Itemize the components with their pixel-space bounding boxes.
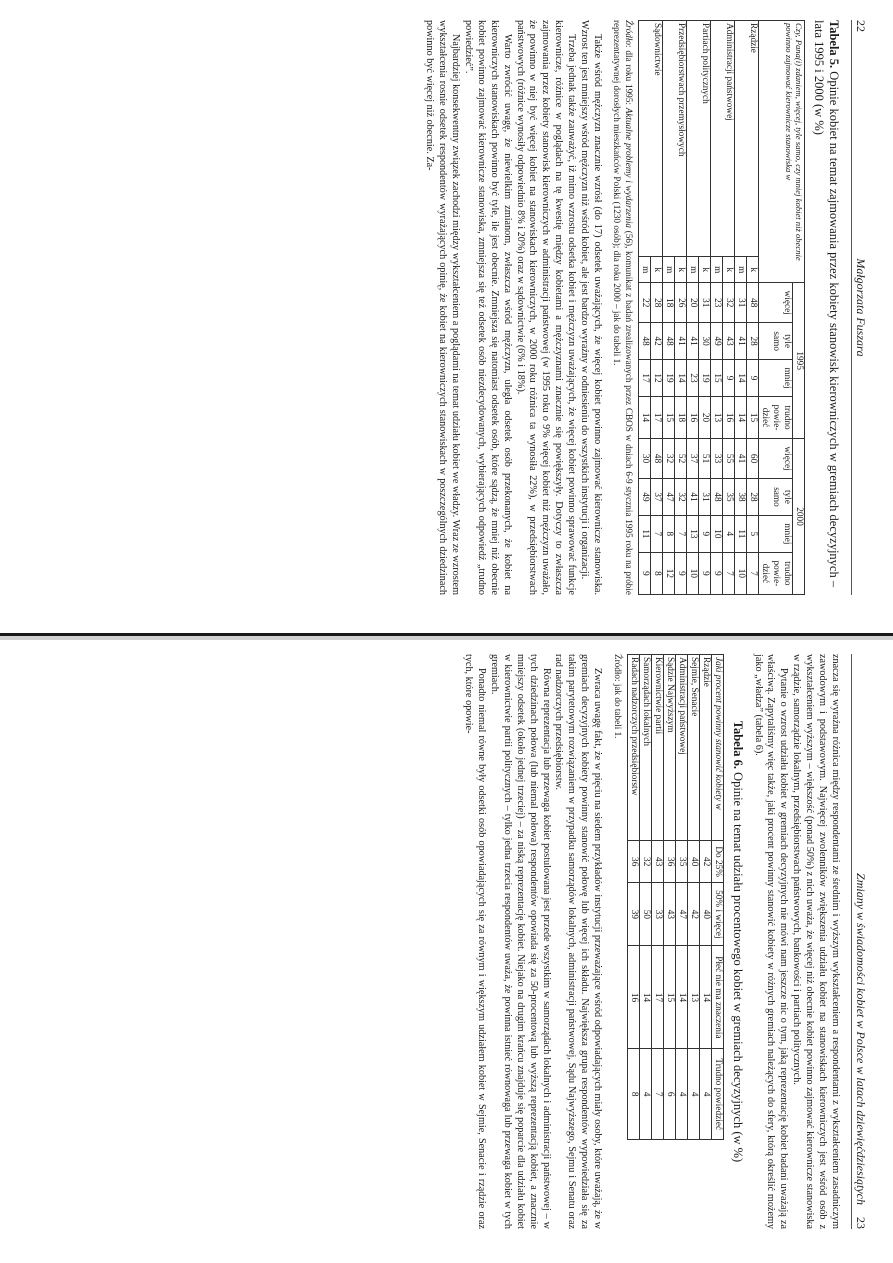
table5-caption-label: Tabela 5.: [827, 20, 841, 69]
fold-line: [0, 633, 893, 636]
table6-cell: 14: [699, 946, 711, 1049]
table5-sex-cell: k: [651, 257, 663, 283]
table5-cell: 41: [735, 323, 747, 360]
table5-row-label: Sądownictwie: [639, 21, 663, 257]
table6-cell: 40: [699, 883, 711, 946]
table5-cell: 20: [699, 396, 711, 438]
table5-cell: 18: [675, 396, 687, 438]
table5-cell: 4: [723, 515, 735, 552]
table6-row-label: Kierownictwie partii: [651, 655, 663, 841]
table6-cell: 15: [663, 946, 675, 1049]
table5-cell: 7: [675, 515, 687, 552]
table5-row: [651, 21, 663, 595]
table6-cell: 50: [639, 883, 651, 946]
table5-cell: 12: [651, 360, 663, 397]
table5-cell: 14: [675, 360, 687, 397]
table6-cell: 14: [639, 946, 651, 1049]
table5-cell: 37: [651, 479, 663, 516]
table5-cell: 9: [639, 552, 651, 594]
table5-cell: 7: [723, 552, 735, 594]
table5-body: [639, 21, 759, 595]
table6-col-hard: Trudno powiedzieć: [711, 1049, 723, 1140]
table6-caption-label: Tabela 6.: [730, 720, 745, 769]
table5-sex-cell: k: [747, 257, 759, 283]
table5-cell: 48: [651, 439, 663, 479]
table5-cell: 55: [723, 439, 735, 479]
table6-row: [675, 655, 687, 1140]
table6-col-upto25: Do 25%: [711, 841, 723, 883]
table6-cell: 17: [651, 946, 663, 1049]
table6-cell: 4: [639, 1049, 651, 1140]
paragraph-23-1: znacza się wyraźna różnica między respondentami ze średnim i wyższym wykształceniem a respondentami z wykształceniem zasadniczym zawodowym i podstawowym. Najwięcej zwolenników zwiększenia udziału kobiet na stanowiskach kierowniczych jest wśród osób z wykształceniem wyższym – większość (ponad 50%) z nich uważa, że więcej niż obecnie kobiet powinno zajmować kierownicze stanowiska w rządzie, samorządzie lokalnym, przedsiębiorstwach państwowych, bankowości i partiach politycznych.: [791, 654, 841, 1229]
table6-row: [687, 655, 699, 1140]
table6-source: Źródło: jak do tabeli 1.: [612, 654, 623, 739]
table5-header-row-1: [793, 21, 805, 595]
table5-source-prefix: Źródło: [624, 20, 634, 46]
table5-cell: 11: [639, 515, 651, 552]
table5-cell: 41: [687, 323, 699, 360]
table5-col-hard-1995: trudno powiedzieć: [759, 396, 793, 438]
table5-cell: 37: [687, 439, 699, 479]
table5-sex-cell: m: [687, 257, 699, 283]
table5-cell: 16: [687, 396, 699, 438]
table5-source: [611, 20, 634, 595]
paragraph-23-3: Zwraca uwagę fakt, że w pięciu na siedem przykładów instytucji przeważające wśród odpowiadających miały osoby, które uważają, że w gremiach decyzyjnych kobiety powinny stanowić połowę lub więcej ich składu. Największa grupa respondentów wypowiedziała się za takim parytetowym rozwiązaniem w przypadku samorządów lokalnych, administracji państwowej, Sądu Najwyższego, Sejmu i Senatu oraz rad nadzorczych przedsiębiorstw.: [553, 654, 604, 1229]
table6-cell: 42: [699, 841, 711, 883]
table5-sex-cell: k: [699, 257, 711, 283]
table6-col-sex-irrelevant: Płeć nie ma znaczenia: [711, 946, 723, 1049]
table5-cell: 30: [639, 439, 651, 479]
running-header-23: [851, 654, 868, 1229]
table5-cell: 42: [651, 323, 663, 360]
table6-caption-text: Opinie na temat udziału procentowego kobiet w gremiach decyzyjnych (w %): [730, 772, 745, 1163]
table5-row-label: Partiach politycznych: [687, 21, 711, 257]
table5-cell: 35: [723, 479, 735, 516]
table5-cell: 41: [735, 439, 747, 479]
table5-cell: 28: [747, 479, 759, 516]
running-head-author: Małgorzata Fuszara: [854, 258, 868, 357]
table5-cell: 47: [663, 479, 675, 516]
table5-cell: 32: [675, 479, 687, 516]
table5-cell: 12: [663, 552, 675, 594]
table5-cell: 31: [735, 283, 747, 323]
table6-row: [651, 655, 663, 1140]
table5-cell: 30: [699, 323, 711, 360]
paragraph-23-2: Pytanie o wzrost udziału kobiet w gremiach decyzyjnych nie mówi nam jeszcze nic o tym, jaką reprezentację kobiet badani uważają za właściwą. Zapytaliśmy więc także, jaki procent powinny stanowić kobiety w różnych gremiach należących do sfery, którą określić możemy jako „władza” (tabela 6).: [752, 654, 790, 1229]
table6-cell: 4: [687, 1049, 699, 1140]
paragraph-23-4: Równa reprezentacja lub przewaga kobiet postulowana jest przede wszystkim w samorządach lokalnych i administracji państwowej – w tych dziedzinach połowa (lub niemal połowa) respondentów opowiada się za 50-procentową lub wyższą reprezentacją kobiet, a znacznie mniejszy odsetek (około jednej trzeciej) – za niską reprezentację kobiet. Niejako na drugim krańcu znajduje się poparcie dla udziału kobiet w kierownictwie partii politycznych – tylko jedna trzecia respondentów uważa, że powinna istnieć równowaga lub przewaga kobiet w tych gremiach.: [488, 654, 552, 1229]
table5-col-same-2000: tyle samo: [759, 479, 793, 516]
table6-cell: 43: [651, 841, 663, 883]
table5-row: [747, 21, 759, 595]
table6-row-label: Sejmie, Senacie: [687, 655, 699, 841]
table5-cell: 11: [735, 515, 747, 552]
table6-row-label: Samorządach lokalnych: [639, 655, 651, 841]
table6-cell: 42: [687, 883, 699, 946]
table6-cell: 16: [627, 946, 639, 1049]
table6-cell: 13: [687, 946, 699, 1049]
table6-cell: 14: [675, 946, 687, 1049]
page-22: [422, 20, 868, 595]
table5-row: [675, 21, 687, 595]
table6-header-row: [711, 655, 723, 1140]
table6-cell: 36: [663, 841, 675, 883]
table5-cell: 10: [687, 552, 699, 594]
table5-caption: [811, 20, 841, 595]
table5-sex-cell: m: [639, 257, 651, 283]
table5-col-hard-2000: trudno powiedzieć: [759, 552, 793, 594]
paragraph-23-5: Ponadto niemal równe były odsetki osób opowiadających się za równym i większym udziałem kobiet w Sejmie, Senacie i rządzie oraz tych, które opowie-: [463, 654, 487, 1229]
table5-row-label: Przedsiębiorstwach przemysłowych: [663, 21, 687, 257]
table5-sex-cell: k: [723, 257, 735, 283]
table5-cell: 48: [711, 479, 723, 516]
book-fold-shadow: [0, 628, 893, 642]
table5-cell: 23: [687, 360, 699, 397]
table5-cell: 9: [723, 360, 735, 397]
table5-cell: 8: [663, 515, 675, 552]
table5-question: Czy, Pana(i) zdaniem, więcej, tyle samo, czy mniej kobiet niż obecnie powinno zajmować kierownicze stanowiska w: [759, 21, 805, 283]
table5-row: [723, 21, 735, 595]
table5-col-less-2000: mniej: [759, 515, 793, 552]
table5-col-more-1995: więcej: [759, 283, 793, 323]
table6-row: [663, 655, 675, 1140]
table5-year-1995: 1995: [793, 283, 805, 439]
running-head-title: Zmiany w świadomości kobiet w Polsce w latach dziewięćdziesiątych: [854, 873, 868, 1205]
paragraph-22-1: Także wśród mężczyzn znacznie wzrósł (do 17) odsetek uważających, że więcej kobiet powinno zajmować kierownicze stanowiska. Wzrost ten jest mniejszy wśród mężczyzn niż wśród kobiet, ale jest bardzo wyraźny w odniesieniu do wszystkich instytucji i organizacji.: [579, 20, 603, 595]
table5-cell: 48: [663, 323, 675, 360]
table5-cell: 48: [747, 283, 759, 323]
table5-cell: 9: [699, 552, 711, 594]
table5-cell: 33: [711, 439, 723, 479]
table5-cell: 16: [723, 396, 735, 438]
table5-cell: 49: [639, 479, 651, 516]
table6-cell: 43: [663, 883, 675, 946]
table5-row-label: Rządzie: [735, 21, 759, 257]
table6-cell: 4: [699, 1049, 711, 1140]
table5-col-less-1995: mniej: [759, 360, 793, 397]
table6-cell: 7: [651, 1049, 663, 1140]
table6-row-label: Rządzie: [699, 655, 711, 841]
table5-cell: 31: [699, 283, 711, 323]
paragraph-22-4: Najbardziej konsekwentny związek zachodzi między wykształceniem a poglądami na temat udziału kobiet we władzy. Wraz ze wzrostem wykształcenia rosnie odsetek respondentów wyrażających opinię, że kobiet na kierowniczych stanowiskach w poszczególnych dziedzinach powinno być więcej niż obecnie. Za-: [424, 20, 462, 595]
table5-source-italic: Aktualne problemy i wydarzenia: [624, 107, 634, 228]
page-number-23: 23: [854, 1217, 868, 1229]
table5-cell: 52: [675, 439, 687, 479]
table5-sex-cell: m: [663, 257, 675, 283]
table6-row: [627, 655, 639, 1140]
table5-cell: 31: [699, 479, 711, 516]
table5-cell: 32: [663, 439, 675, 479]
table5-cell: 15: [747, 396, 759, 438]
table5-cell: 38: [735, 479, 747, 516]
table5-row: [699, 21, 711, 595]
table5-cell: 14: [735, 396, 747, 438]
table6-cell: 8: [627, 1049, 639, 1140]
table5-cell: 5: [747, 515, 759, 552]
table6-row-label: Administracji państwowej: [675, 655, 687, 841]
table6-cell: 6: [663, 1049, 675, 1140]
table5-cell: 19: [663, 360, 675, 397]
table5-cell: 17: [639, 360, 651, 397]
table6: [627, 654, 724, 1140]
table5-cell: 26: [675, 283, 687, 323]
table6-cell: 40: [687, 841, 699, 883]
table5-cell: 49: [711, 323, 723, 360]
table5-cell: 13: [687, 515, 699, 552]
table5-cell: 15: [663, 396, 675, 438]
table6-cell: 33: [651, 883, 663, 946]
table6-cell: 47: [675, 883, 687, 946]
table5-cell: 7: [747, 552, 759, 594]
table6-caption: [730, 654, 745, 1229]
page-23: [461, 654, 868, 1229]
table5-col-same-1995: tyle samo: [759, 323, 793, 360]
table5: [638, 20, 805, 595]
table5-cell: 43: [723, 323, 735, 360]
table5-source-b: (56), komunikat z badań zrealizowanych przez CBOS w dniach 6-9 stycznia 1995 roku na próbie reprezentatywnej dorosłych mieszkańców Polski (1230 osób); dla roku 2000 – jak do tabeli 1.: [612, 20, 634, 596]
table5-cell: 9: [711, 552, 723, 594]
table5-cell: 51: [699, 439, 711, 479]
table5-cell: 9: [675, 552, 687, 594]
table6-cell: 35: [675, 841, 687, 883]
table5-cell: 7: [651, 515, 663, 552]
table5-cell: 17: [651, 396, 663, 438]
table5-source-a: : dla roku 1995:: [624, 45, 634, 108]
table5-cell: 15: [711, 360, 723, 397]
table6-cell: 36: [627, 841, 639, 883]
table5-cell: 14: [735, 360, 747, 397]
table6-row-label: Radach nadzorczych przedsiębiorstw: [627, 655, 639, 841]
paragraph-22-2: Trzeba jednak także zauważyć, iż mimo wzrostu odsetka kobiet i mężczyzn uważających, że więcej kobiet powinno sprawować funkcje kierownicze, różnice w poglądach na tę kwestię między kobietami a mężczyznami znacznie się powiększyły. Dotyczy to zwłaszcza zajmowania przez kobiety stanowisk kierowniczych w administracji państwowej (w 1995 roku o 9% więcej kobiet niż mężczyzn uważało, że powinno w niej być więcej kobiet na stanowiskach kierowniczych, w 2000 roku różnica ta wynosiła 22%), w przedsiębiorstwach państwowych (różnice wynosiły odpowiednio 8% i 20%) oraz w sądownictwie (6% i 18%).: [514, 20, 578, 595]
table5-cell: 9: [699, 515, 711, 552]
table5-cell: 48: [639, 323, 651, 360]
table5-cell: 19: [699, 360, 711, 397]
table5-col-more-2000: więcej: [759, 439, 793, 479]
table5-cell: 13: [711, 396, 723, 438]
table6-row: [699, 655, 711, 1140]
table5-cell: 18: [663, 283, 675, 323]
table5-cell: 10: [711, 515, 723, 552]
table5-cell: 32: [723, 283, 735, 323]
table5-sex-cell: k: [675, 257, 687, 283]
table6-body: [627, 655, 711, 1140]
page-number-22: 22: [854, 20, 868, 32]
fold-shade: [0, 636, 893, 640]
table5-cell: 28: [651, 283, 663, 323]
table5-cell: 41: [687, 479, 699, 516]
running-header-22: [851, 20, 868, 595]
table6-question: Jaki procent powinny stanowić kobiety w: [711, 655, 723, 841]
table6-row: [639, 655, 651, 1140]
table6-row-label: Sądzie Najwyższym: [663, 655, 675, 841]
table6-cell: 32: [639, 841, 651, 883]
table5-cell: 41: [675, 323, 687, 360]
table5-caption-text: Opinie kobiet na temat zajmowania przez kobiety stanowisk kierowniczych w gremiach decyzyjnych – lata 1995 i 2000 (w %): [812, 20, 841, 588]
table6-col-50more: 50% i więcej: [711, 883, 723, 946]
table5-year-2000: 2000: [793, 439, 805, 595]
table5-cell: 8: [651, 552, 663, 594]
table5-sex-cell: m: [711, 257, 723, 283]
table5-cell: 28: [747, 323, 759, 360]
table5-sex-cell: m: [735, 257, 747, 283]
table5-row-label: Administracji państwowej: [711, 21, 735, 257]
table6-cell: 39: [627, 883, 639, 946]
table5-cell: 20: [687, 283, 699, 323]
table5-cell: 14: [639, 396, 651, 438]
table6-cell: 4: [675, 1049, 687, 1140]
table5-cell: 60: [747, 439, 759, 479]
table5-cell: 23: [711, 283, 723, 323]
table5-cell: 10: [735, 552, 747, 594]
table5-cell: 22: [639, 283, 651, 323]
table5-cell: 9: [747, 360, 759, 397]
paragraph-22-3: Warto zwrócić uwagę, że niewielkim zmianom, zwłaszcza wśród mężczyzn, uległa odsetek osób przekonanych, że kobiet na kierowniczych stanowiskach powinno być tyle, ile jest obecnie. Zmniejsza się natomiast odsetek osób, które sądzą, że mniej niż obecnie kobiet powinno zajmować kierownicze stanowiska, zmniejsza się też odsetek osób niezdecydowanych, wybierających odpowiedź „trudno powiedzieć”.: [462, 20, 513, 595]
